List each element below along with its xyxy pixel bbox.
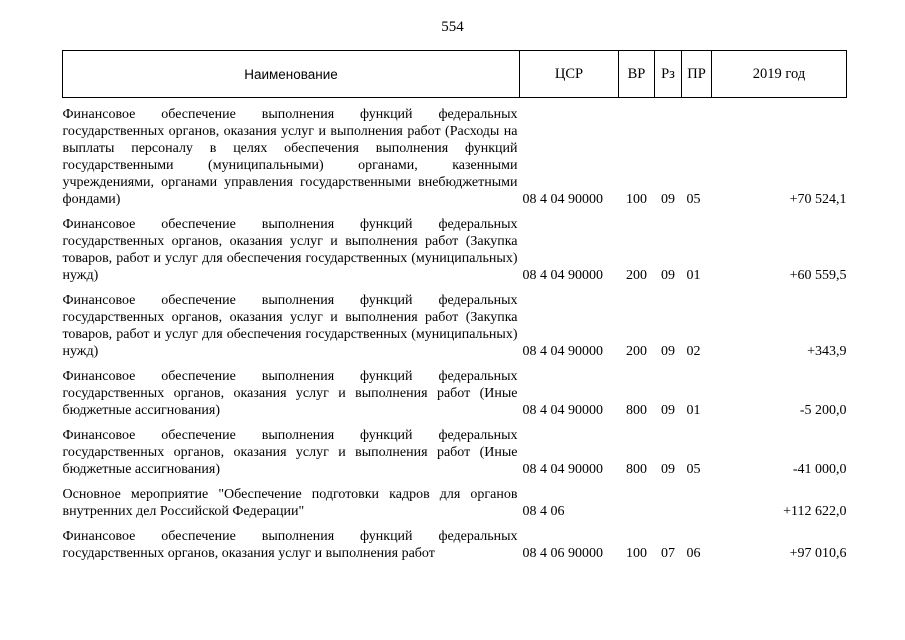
table-row: [63, 368, 847, 419]
header-vr: ВР: [619, 51, 655, 98]
row-amount: -41 000,0: [792, 462, 847, 477]
row-name: Финансовое обеспечение выполнения функций федеральных государственных органов, оказания услуг и выполнения работ (Закупка товаров, работ и услуг для обеспечения государственных (муниципальных) нужд): [62, 293, 518, 359]
row-csr: 08 4 06: [522, 504, 565, 519]
row-csr: 08 4 06 90000: [522, 546, 603, 561]
budget-table: [62, 50, 847, 562]
table-row: [63, 216, 847, 284]
row-rz: 09: [661, 403, 675, 418]
row-pr: 05: [686, 192, 701, 207]
row-pr: 02: [686, 344, 701, 359]
row-csr: 08 4 04 90000: [522, 462, 603, 477]
table-row: [63, 106, 847, 208]
header-name: Наименование: [63, 51, 520, 98]
row-name: Финансовое обеспечение выполнения функций федеральных государственных органов, оказания услуг и выполнения работ (Иные бюджетные ассигнования): [62, 428, 518, 477]
table-row: [63, 292, 847, 360]
header-rz: Рз: [655, 51, 682, 98]
row-rz: [655, 486, 682, 520]
row-csr: 08 4 04 90000: [522, 344, 603, 359]
header-year: 2019 год: [712, 51, 847, 98]
row-amount: +112 622,0: [783, 504, 847, 519]
row-name: Финансовое обеспечение выполнения функций федеральных государственных органов, оказания услуг и выполнения работ (Расходы на выплаты персоналу в целях обеспечения выполнения функций государственными (муниципальными) органами, казенными учреждениями, органами управления государственными внебюджетными фондами): [62, 107, 518, 207]
row-vr: 800: [626, 462, 647, 477]
row-csr: 08 4 04 90000: [522, 192, 603, 207]
row-csr: 08 4 04 90000: [522, 268, 603, 283]
row-rz: 09: [661, 344, 675, 359]
header-csr: ЦСР: [520, 51, 619, 98]
row-csr: 08 4 04 90000: [522, 403, 603, 418]
row-rz: 07: [661, 546, 675, 561]
row-amount: -5 200,0: [799, 403, 847, 418]
table-row: [63, 528, 847, 562]
row-amount: +97 010,6: [789, 546, 847, 561]
row-pr: [682, 486, 712, 520]
row-pr: 05: [686, 462, 701, 477]
page-number: 554: [441, 19, 464, 35]
table-row: [63, 486, 847, 520]
row-amount: +343,9: [807, 344, 847, 359]
row-rz: 09: [661, 462, 675, 477]
row-pr: 01: [686, 268, 701, 283]
row-name: Финансовое обеспечение выполнения функций федеральных государственных органов, оказания услуг и выполнения работ (Закупка товаров, работ и услуг для обеспечения государственных (муниципальных) нужд): [62, 217, 518, 283]
table-row: [63, 427, 847, 478]
row-vr: 100: [626, 546, 647, 561]
row-pr: 06: [686, 546, 701, 561]
row-name: Финансовое обеспечение выполнения функций федеральных государственных органов, оказания услуг и выполнения работ (Иные бюджетные ассигнования): [62, 369, 518, 418]
row-amount: +60 559,5: [789, 268, 847, 283]
row-vr: 100: [626, 192, 647, 207]
row-vr: 200: [626, 344, 647, 359]
header-pr: ПР: [682, 51, 712, 98]
row-rz: 09: [661, 192, 675, 207]
row-pr: 01: [686, 403, 701, 418]
row-amount: +70 524,1: [789, 192, 847, 207]
row-name: Основное мероприятие "Обеспечение подготовки кадров для органов внутренних дел Российской Федерации": [62, 487, 518, 519]
row-name: Финансовое обеспечение выполнения функций федеральных государственных органов, оказания услуг и выполнения работ: [62, 529, 518, 561]
row-vr: 200: [626, 268, 647, 283]
row-vr: 800: [626, 403, 647, 418]
row-rz: 09: [661, 268, 675, 283]
table-header-row: [63, 51, 847, 98]
row-vr: [619, 486, 655, 520]
